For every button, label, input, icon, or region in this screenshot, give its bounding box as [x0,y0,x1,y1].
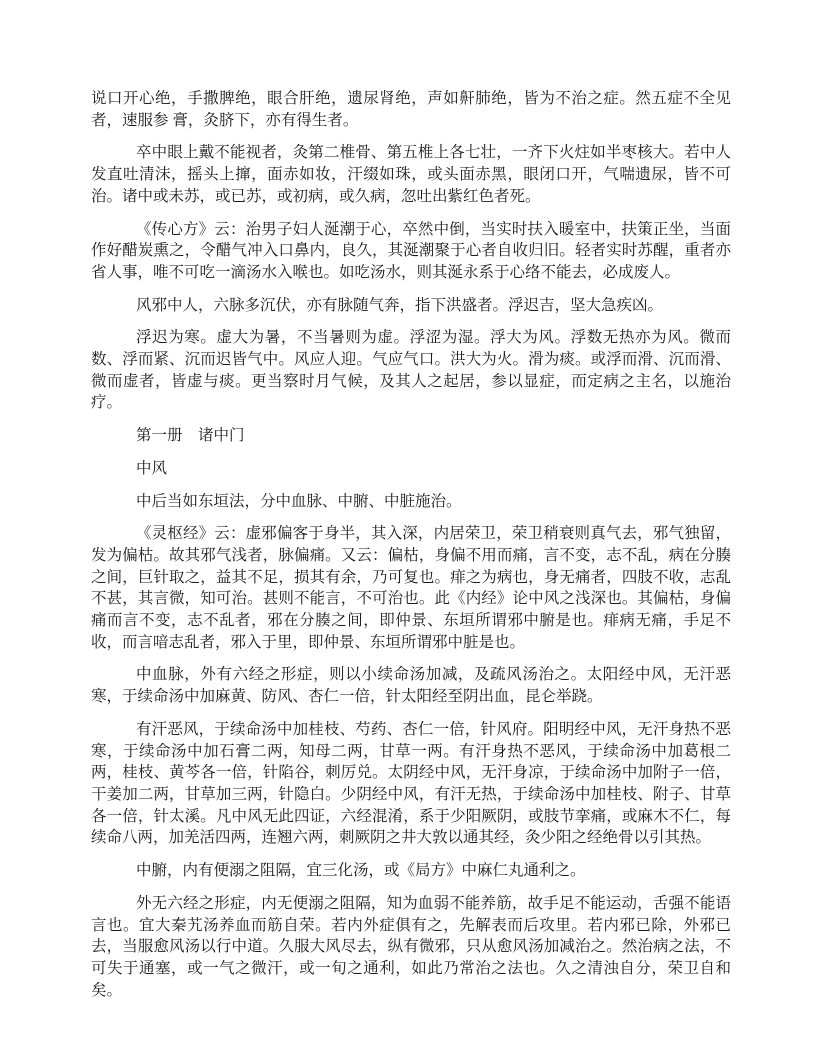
paragraph: 《传心方》云：治男子妇人涎潮于心，卒然中倒，当实时扶入暖室中，扶策正坐，当面作好醋炭熏之，令醋气冲入口鼻内，良久，其涎潮聚于心者自收归旧。轻者实时苏醒，重者亦省人事，唯不可吃一滴汤水入喉也。如吃汤水，则其涎永系于心络不能去，必成废人。 [91,220,731,281]
paragraph: 浮迟为寒。虚大为暑，不当暑则为虚。浮涩为湿。浮大为风。浮数无热亦为风。微而数、浮而紧、沉而迟皆气中。风应人迎。气应气口。洪大为火。滑为痰。或浮而滑、沉而滑、微而虚者，皆虚与痰。更当察时月气候，及其人之起居，参以显症，而定病之主名，以施治疗。 [91,329,731,412]
paragraph: 外无六经之形症，内无便溺之阻隔，知为血弱不能养筋，故手足不能运动，舌强不能语言也。宜大秦艽汤养血而筋自荣。若内外症俱有之，先解表而后攻里。若内邪已除，外邪已去，当服愈风汤以行中道。久服大风尽去，纵有微邪，只从愈风汤加减治之。然治病之法，不可失于通塞，或一气之微汗，或一旬之通利，如此乃常治之法也。久之清浊自分，荣卫自和矣。 [91,894,731,999]
paragraph: 卒中眼上戴不能视者，灸第二椎骨、第五椎上各七壮，一齐下火炷如半枣核大。若中人发直吐清沫，摇头上撺，面赤如妆，汗缀如珠，或头面赤黑，眼闭口开，气喘遗尿，皆不可治。诸中或未苏，或已苏，或初病，或久病，忽吐出紫红色者死。 [91,144,731,205]
paragraph: 风邪中人，六脉多沉伏，亦有脉随气奔，指下洪盛者。浮迟吉，坚大急疾凶。 [136,296,664,314]
document-body [91,88,731,1001]
subsection-heading: 中风 [136,459,168,477]
paragraph: 中后当如东垣法，分中血脉、中腑、中脏施治。 [136,492,462,510]
section-heading: 第一册 诸中门 [136,427,245,445]
paragraph: 有汗恶风，于续命汤中加桂枝、芍药、杏仁一倍，针风府。阳明经中风，无汗身热不恶寒，于续命汤中加石膏二两，知母二两，甘草一两。有汗身热不恶风，于续命汤中加葛根二两，桂枝、黄芩各一倍，针陷谷，刺厉兑。太阴经中风，无汗身凉，于续命汤中加附子一倍，干姜加二两，甘草加三两，针隐白。少阴经中风，有汗无热，于续命汤中加桂枝、附子、甘草各一倍，针太溪。凡中风无此四证，六经混淆，系于少阳厥阴，或肢节挛痛，或麻木不仁，每续命八两，加羌活四两，连翘六两，刺厥阴之井大敦以通其经，灸少阳之经绝骨以引其热。 [91,720,731,847]
paragraph: 中血脉，外有六经之形症，则以小续命汤加减，及疏风汤治之。太阳经中风，无汗恶寒，于续命汤中加麻黄、防风、杏仁一倍，针太阳经至阴出血，昆仑举跷。 [91,666,731,706]
paragraph: 说口开心绝，手撒脾绝，眼合肝绝，遗尿肾绝，声如鼾肺绝，皆为不治之症。然五症不全见者，速服参 膏，灸脐下，亦有得生者。 [91,90,731,129]
paragraph: 中腑，内有便溺之阻隔，宜三化汤，或《局方》中麻仁丸通利之。 [136,862,586,880]
paragraph: 《灵枢经》云：虚邪偏客于身半，其入深，内居荣卫，荣卫稍衰则真气去，邪气独留，发为偏枯。故其邪气浅者，脉偏痛。又云：偏枯，身偏不用而痛，言不变，志不乱，病在分腠之间，巨针取之，益其不足，损其有余，乃可复也。痱之为病也，身无痛者，四肢不收，志乱不甚，其言微，知可治。甚则不能言，不可治也。此《内经》论中风之浅深也。其偏枯，身偏痛而言不变，志不乱者，邪在分腠之间，即仲景、东垣所谓邪中腑是也。痱病无痛，手足不收，而言喑志乱者，邪入于里，即仲景、东垣所谓邪中脏是也。 [91,525,731,651]
